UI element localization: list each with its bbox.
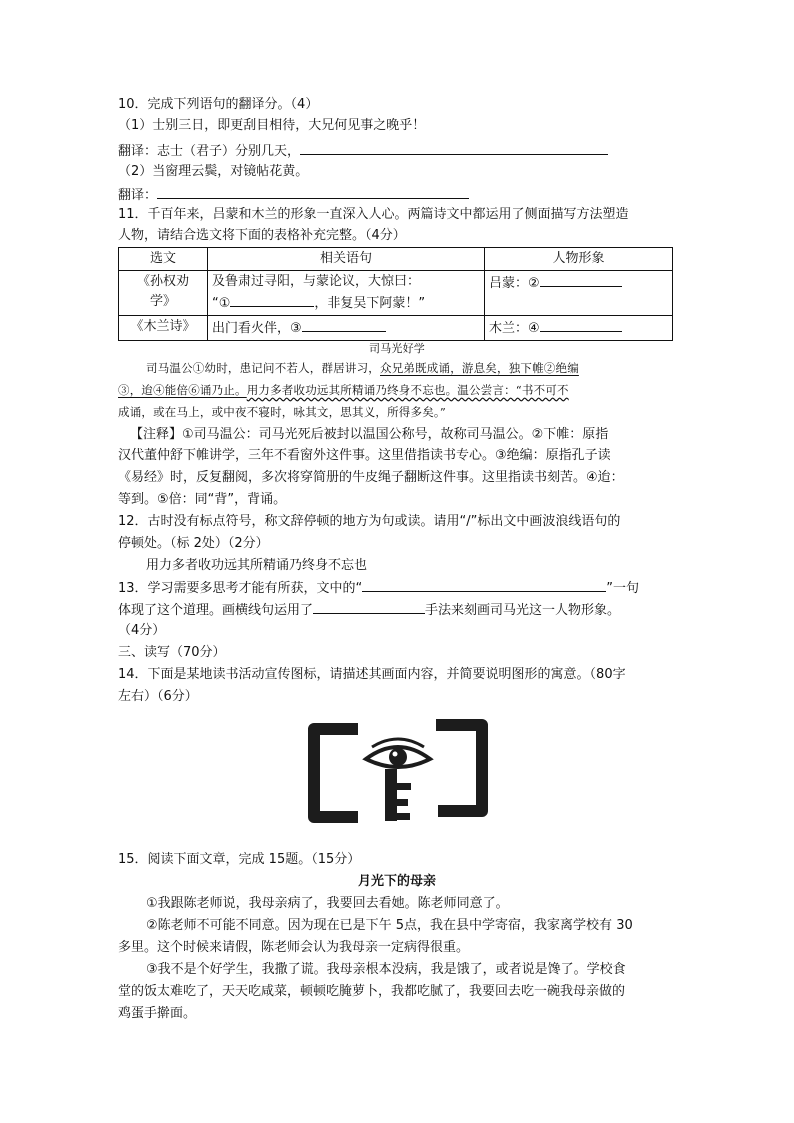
q11-row1-image-label: 吕蒙：② <box>489 276 540 291</box>
q11-stem-line-1: 11．千百年来，吕蒙和木兰的形象一直深入人心。两篇诗文中都运用了侧面描写方法塑造 <box>118 207 629 222</box>
q15-paragraph-3-line-3: 鸡蛋手擀面。 <box>118 1006 197 1021</box>
q11-row1-text <box>119 271 208 316</box>
q11-table <box>118 247 673 341</box>
book-right-page-icon <box>442 725 482 811</box>
q13-line-2 <box>118 599 620 621</box>
q15-paragraph-3-line-2: 堂的饭太难吃了，天天吃咸菜，顿顿吃腌萝卜，我都吃腻了，我要回去吃一碗我母亲做的 <box>118 984 626 999</box>
q10-sentence-2: （2）当窗理云鬓，对镜帖花黄。 <box>118 164 309 179</box>
q15-article-title: 月光下的母亲 <box>357 874 436 889</box>
q13-part-b: ”一句 <box>606 581 640 596</box>
q11-row1-image <box>485 271 673 316</box>
q12-sentence[interactable]: 用力多者收功远其所精诵乃终身不忘也 <box>146 558 368 573</box>
q11-row1-sentence-b <box>212 292 480 314</box>
q11-blank-3[interactable] <box>302 317 386 332</box>
q11-stem-line-2: 人物，请结合选文将下面的表格补充完整。（4分） <box>118 228 406 243</box>
q11-row1-sentence-pre: “① <box>212 296 231 311</box>
passage-line-1 <box>146 358 579 378</box>
q11-row2-sentence <box>208 316 485 341</box>
q14-stem-line-2: 左右）（6分） <box>118 689 198 704</box>
q13-blank-1[interactable] <box>362 577 606 592</box>
q11-table-row <box>119 271 673 316</box>
q14-stem-line-1: 14．下面是某地读书活动宣传图标，请描述其画面内容，并简要说明图形的寓意。（80字 <box>118 667 626 682</box>
passage-line-2a-underlined: ③，迨④能倍⑥诵乃止。 <box>118 383 247 397</box>
q15-paragraph-2-line-2: 多里。这个时候来请假，陈老师会认为我母亲一定病得很重。 <box>118 940 470 955</box>
q11-row2-text: 《木兰诗》 <box>119 316 208 341</box>
q10-translation-2-prefix: 翻译： <box>118 188 158 203</box>
q11-table-header <box>119 248 673 271</box>
q13-blank-2[interactable] <box>313 599 425 614</box>
q11-row2-image <box>485 316 673 341</box>
q13-part-d: 手法来刻画司马光这一人物形象。 <box>425 603 621 618</box>
q11-row1-sentence-post: ，非复吴下阿蒙！” <box>314 296 426 311</box>
q11-row1-sentence-a: 及鲁肃过寻阳，与蒙论议，大惊曰： <box>212 274 421 289</box>
q10-translation-1-prefix: 翻译：志士（君子）分别几天， <box>118 144 301 159</box>
q11-row2-sentence-label: 出门看火伴，③ <box>212 321 302 336</box>
q15-paragraph-3-line-1: ③我不是个好学生，我撒了谎。我母亲根本没病，我是饿了，或者说是馋了。学校食 <box>146 962 626 977</box>
q10-stem: 10．完成下列语句的翻译分。（4） <box>118 97 319 112</box>
q11-row1-text-a: 《孙权劝 <box>136 274 189 289</box>
passage-line-2b-wavy: 用力多者收功远其所精诵乃终身不忘也。温公尝言：“书不可不 <box>246 383 569 397</box>
q10-sentence-1: （1）士别三日，即更刮目相待，大兄何见事之晚乎！ <box>118 118 426 133</box>
passage-title: 司马光好学 <box>369 342 425 355</box>
q10-translation-2 <box>118 184 469 206</box>
reading-logo-icon <box>302 717 492 829</box>
q11-blank-1[interactable] <box>230 292 314 307</box>
key-icon <box>385 769 411 821</box>
q12-stem-line-2: 停顿处。（标 2处）（2分） <box>118 536 269 551</box>
q10-translation-1 <box>118 140 608 162</box>
q11-blank-4[interactable] <box>540 317 622 332</box>
passage-note-2: 汉代董仲舒下帷讲学，三年不看窗外这件事。这里借指读书专心。③绝编：原指孔子读 <box>118 448 611 463</box>
q13-part-a: 13．学习需要多思考才能有所获，文中的“ <box>118 581 363 596</box>
q15-stem: 15．阅读下面文章，完成 15题。（15分） <box>118 852 361 867</box>
q13-score: （4分） <box>118 623 166 638</box>
q11-row2-image-label: 木兰：④ <box>489 321 540 336</box>
q11-row1-text-b: 学》 <box>149 294 176 309</box>
q13-part-c: 体现了这个道理。画横线句运用了 <box>118 603 314 618</box>
q11-row1-sentence <box>208 271 485 316</box>
q11-header-sentence: 相关语句 <box>208 248 485 271</box>
q10-answer-blank-2[interactable] <box>157 184 469 199</box>
book-left-page-icon <box>314 729 352 817</box>
passage-line-1a: 司马温公①幼时，患记问不若人，群居讲习， <box>146 361 380 375</box>
passage-note-4: 等到。⑤倍：同“背”，背诵。 <box>118 492 287 507</box>
q11-header-image: 人物形象 <box>485 248 673 271</box>
eye-icon <box>366 739 430 767</box>
q15-paragraph-2-line-1: ②陈老师不可能不同意。因为现在已是下午 5点，我在县中学寄宿，我家离学校有 30 <box>146 918 633 933</box>
q11-table-row <box>119 316 673 341</box>
passage-line-1b-underlined: 众兄弟既成诵，游息矣，独下帷②绝编 <box>380 361 579 375</box>
passage-line-3: 成诵，或在马上，或中夜不寝时，咏其文，思其义，所得多矣。” <box>118 405 446 419</box>
q13-line-1 <box>118 577 639 599</box>
q11-blank-2[interactable] <box>540 272 622 287</box>
q12-stem-line-1: 12．古时没有标点符号，称文辞停顿的地方为句或读。请用“/”标出文中画波浪线语句的 <box>118 514 621 529</box>
q15-paragraph-1: ①我跟陈老师说，我母亲病了，我要回去看她。陈老师同意了。 <box>146 896 509 911</box>
passage-note-3: 《易经》时，反复翻阅，多次将穿简册的牛皮绳子翻断这件事。这里指读书刻苦。④迨： <box>118 470 624 485</box>
section-3-heading: 三、读写（70分） <box>118 645 226 660</box>
passage-note-1: 【注释】①司马温公：司马光死后被封以温国公称号，故称司马温公。②下帷：原指 <box>130 427 609 442</box>
passage-line-2 <box>118 380 569 400</box>
q10-answer-blank-1[interactable] <box>300 140 608 155</box>
q11-header-text: 选文 <box>119 248 208 271</box>
